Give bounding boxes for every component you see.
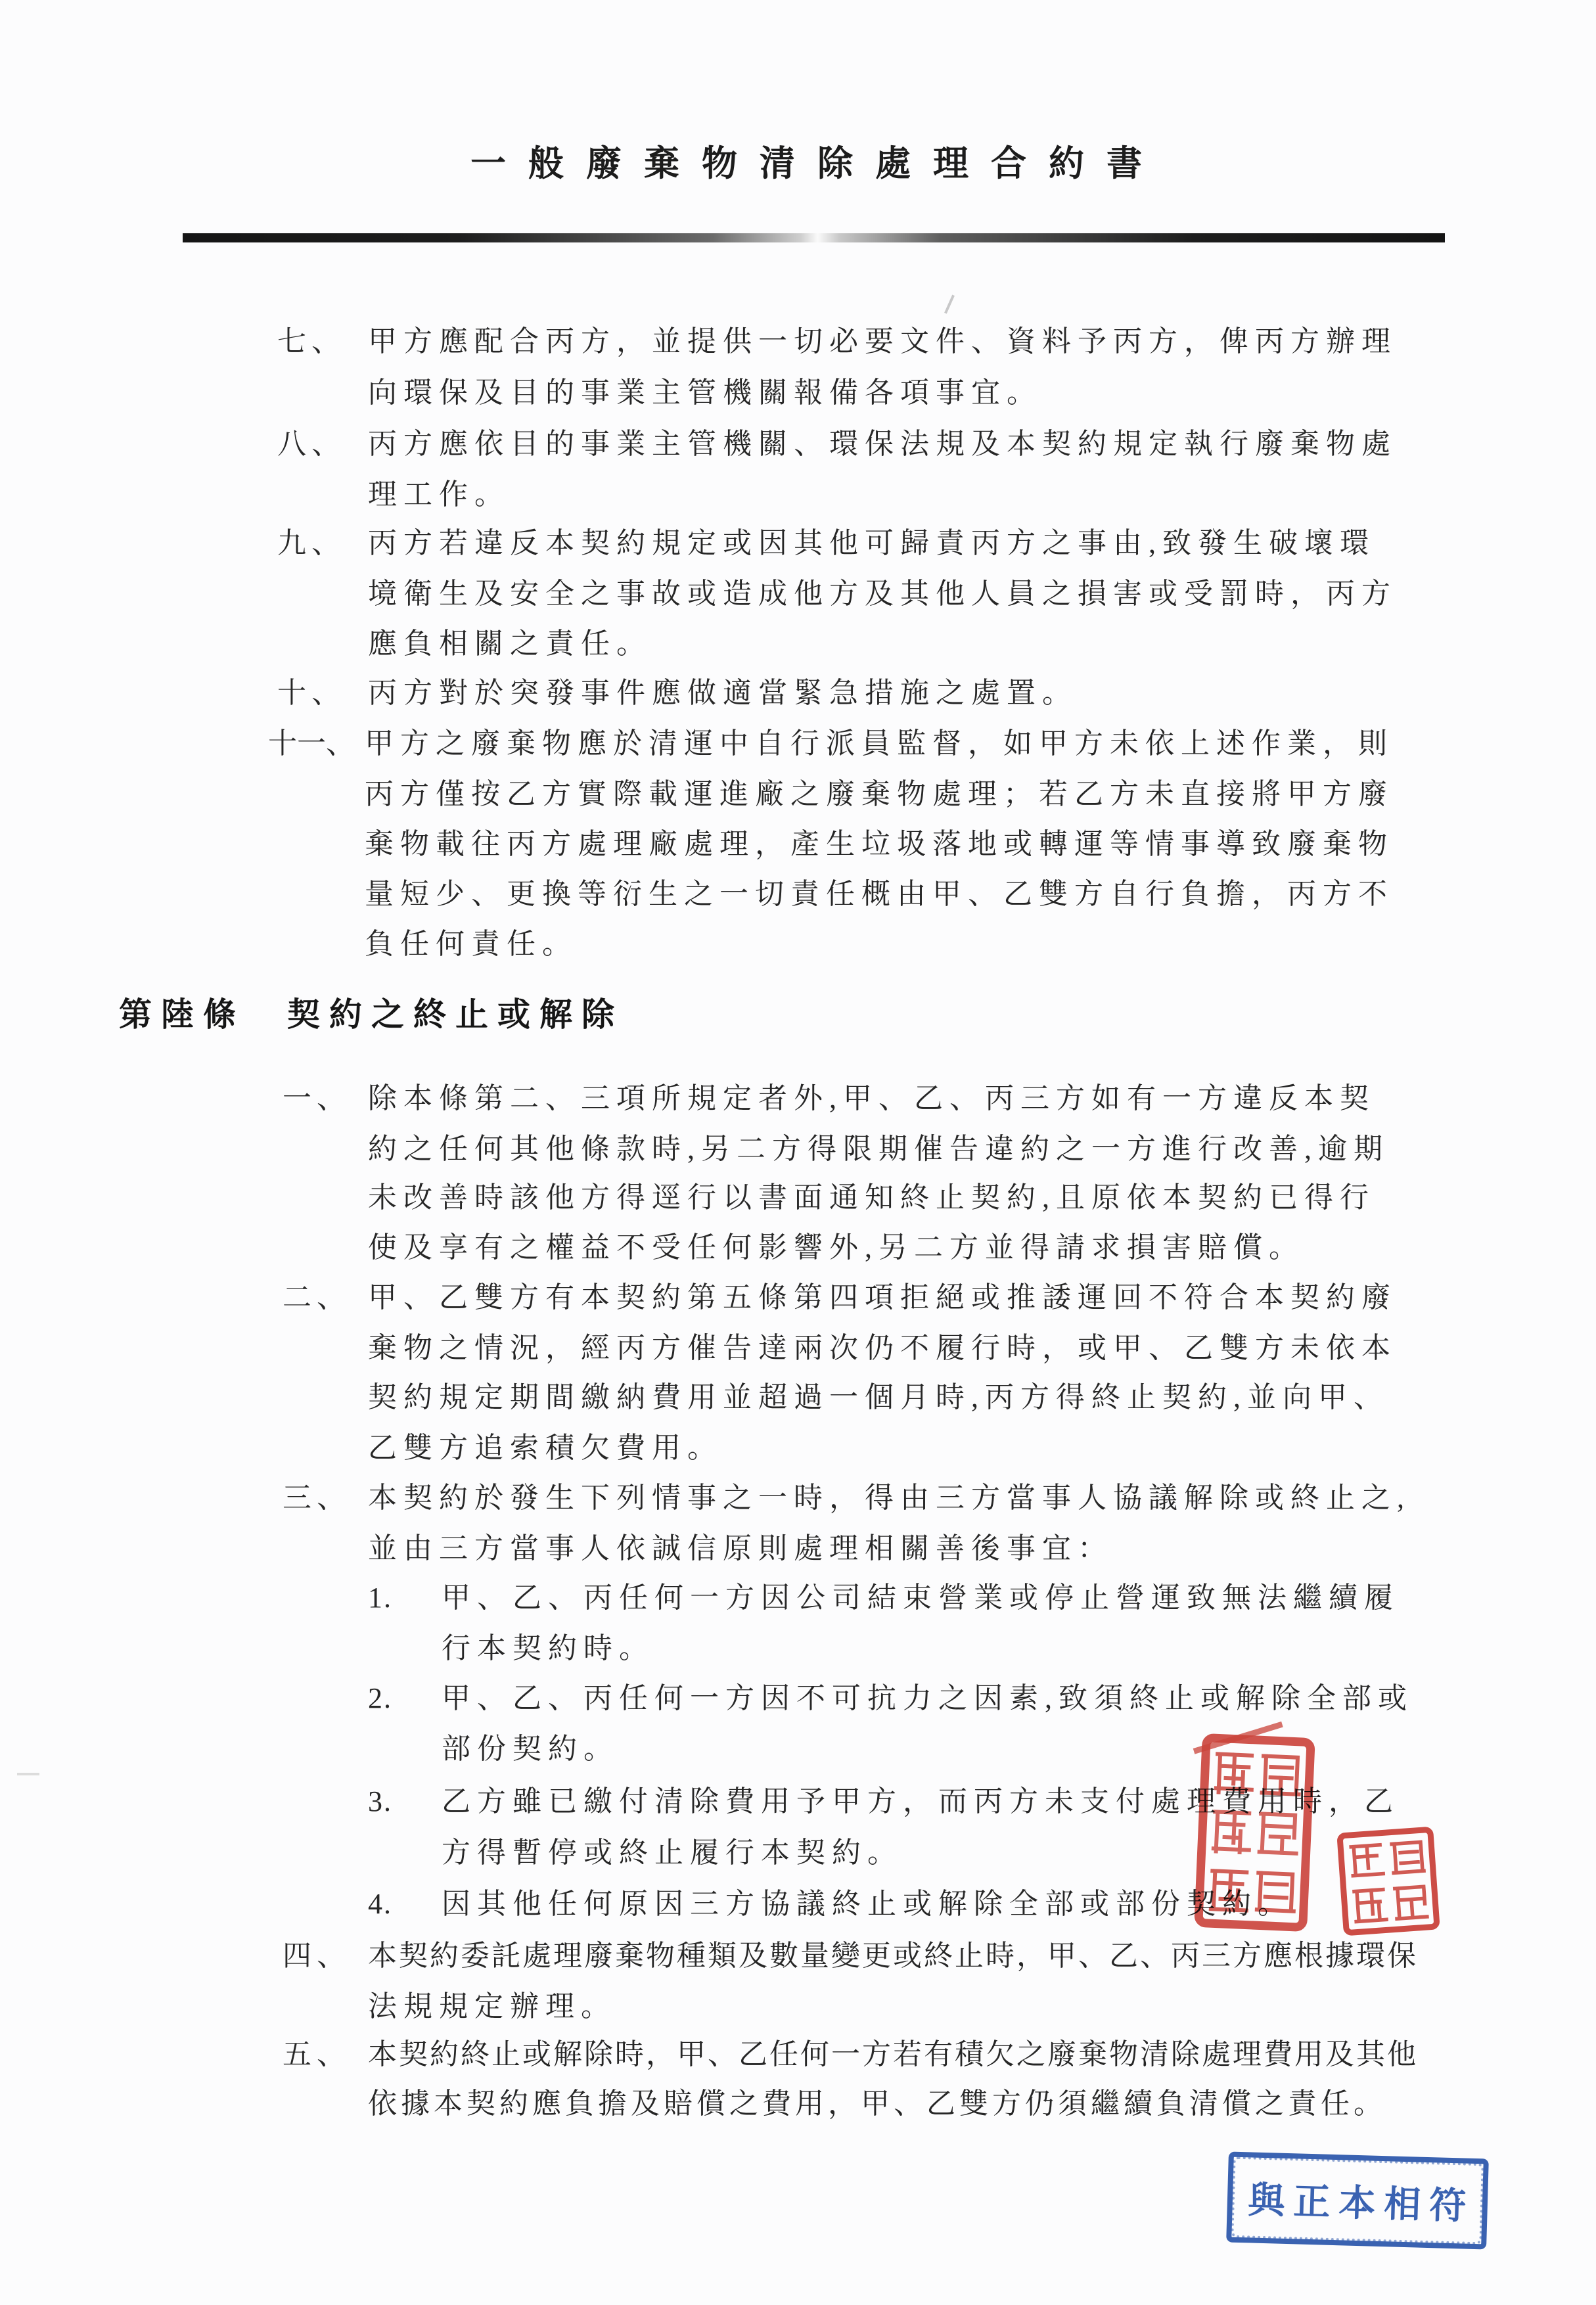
contract-line: 因其他任何原因三方協議終止或解除全部或部份契約。 (442, 1888, 1293, 1920)
contract-line: 約之任何其他條款時,另二方得限期催告違約之一方進行改善,逾期 (368, 1133, 1389, 1165)
contract-line: 乙方雖已繳付清除費用予甲方，而丙方未支付處理費用時，乙 (442, 1785, 1400, 1817)
contract-line: 棄物載往丙方處理廠處理，產生垃圾落地或轉運等情事導致廢棄物 (365, 828, 1394, 860)
contract-line: 丙方若違反本契約規定或因其他可歸責丙方之事由,致發生破壞環 (368, 527, 1375, 559)
scan-artifact (17, 1773, 39, 1775)
contract-line: 依據本契約應負擔及賠償之費用，甲、乙雙方仍須繼續負清償之責任。 (368, 2088, 1386, 2120)
clause-number: 十一、 (268, 727, 355, 760)
contract-line: 甲、乙、丙任何一方因公司結束營業或停止營運致無法繼續履 (442, 1582, 1400, 1614)
contract-line: 使及享有之權益不受任何影響外,另二方並得請求損害賠償。 (368, 1231, 1304, 1264)
contract-line: 契約規定期間繳納費用並超過一個月時,丙方得終止契約,並向甲、 (368, 1381, 1389, 1413)
contract-line: 量短少、更換等衍生之一切責任概由甲、乙雙方自行負擔，丙方不 (365, 878, 1394, 910)
page-title: 一般廢棄物清除處理合約書 (470, 144, 1164, 183)
contract-line: 境衛生及安全之事故或造成他方及其他人員之損害或受罰時，丙方 (368, 578, 1397, 610)
contract-line: 本契約終止或解除時，甲、乙任何一方若有積欠之廢棄物清除處理費用及其他 (368, 2038, 1418, 2070)
contract-line: 向環保及目的事業主管機關報備各項事宜。 (368, 377, 1042, 409)
contract-line: 除本條第二、三項所規定者外,甲、乙、丙三方如有一方違反本契 (368, 1082, 1375, 1114)
contract-line: 法規規定辦理。 (368, 1990, 616, 2022)
contract-line: 棄物之情況，經丙方催告達兩次仍不履行時，或甲、乙雙方未依本 (368, 1332, 1397, 1364)
contract-line: 丙方僅按乙方實際載運進廠之廢棄物處理；若乙方未直接將甲方廢 (365, 778, 1394, 810)
contract-line: 負任何責任。 (365, 928, 578, 960)
item-number: 二、 (283, 1281, 351, 1313)
title-divider (183, 233, 1445, 242)
article-number: 第陸條 (119, 996, 245, 1033)
article-heading (119, 995, 624, 1034)
item-number: 四、 (283, 1940, 351, 1972)
article-title: 契約之終止或解除 (287, 996, 624, 1033)
subitem-number: 3. (368, 1785, 392, 1817)
contract-line: 行本契約時。 (442, 1632, 654, 1664)
clause-number: 八、 (277, 428, 346, 460)
contract-line: 乙雙方追索積欠費用。 (368, 1432, 723, 1464)
clause-number: 十、 (277, 677, 346, 709)
item-number: 五、 (283, 2038, 351, 2070)
company-seal-small-stamp (1336, 1825, 1442, 1937)
contract-line: 方得暫停或終止履行本契約。 (442, 1837, 903, 1869)
contract-line: 本契約委託處理廢棄物種類及數量變更或終止時，甲、乙、丙三方應根據環保 (368, 1940, 1418, 1972)
subitem-number: 1. (368, 1582, 392, 1614)
item-number: 一、 (283, 1082, 351, 1114)
contract-line: 理工作。 (368, 478, 510, 511)
contract-line: 甲方應配合丙方，並提供一切必要文件、資料予丙方，俾丙方辦理 (368, 325, 1397, 357)
contract-line: 未改善時該他方得逕行以書面通知終止契約,且原依本契約已得行 (368, 1181, 1375, 1214)
contract-line: 丙方應依目的事業主管機關、環保法規及本契約規定執行廢棄物處 (368, 428, 1397, 460)
scan-artifact (944, 294, 955, 313)
clause-number: 七、 (277, 325, 346, 357)
certified-copy-stamp-label: 與正本相符 (1247, 2180, 1476, 2227)
contract-line: 丙方對於突發事件應做適當緊急措施之處置。 (368, 677, 1078, 709)
contract-line: 甲、乙、丙任何一方因不可抗力之因素,致須終止或解除全部或 (442, 1682, 1413, 1714)
contract-line: 甲、乙雙方有本契約第五條第四項拒絕或推諉運回不符合本契約廢 (368, 1281, 1397, 1313)
item-number: 三、 (283, 1482, 351, 1514)
subitem-number: 2. (368, 1682, 392, 1714)
subitem-number: 4. (368, 1888, 392, 1920)
contract-line: 部份契約。 (442, 1733, 619, 1765)
certified-copy-stamp (1226, 2151, 1489, 2249)
clause-number: 九、 (277, 527, 346, 559)
company-seal-large-stamp (1193, 1731, 1317, 1932)
contract-line: 應負相關之責任。 (368, 628, 652, 660)
contract-line: 並由三方當事人依誠信原則處理相關善後事宜： (368, 1532, 1113, 1564)
contract-line: 甲方之廢棄物應於清運中自行派員監督，如甲方未依上述作業，則 (365, 727, 1394, 760)
contract-line: 本契約於發生下列情事之一時，得由三方當事人協議解除或終止之, (368, 1482, 1411, 1514)
